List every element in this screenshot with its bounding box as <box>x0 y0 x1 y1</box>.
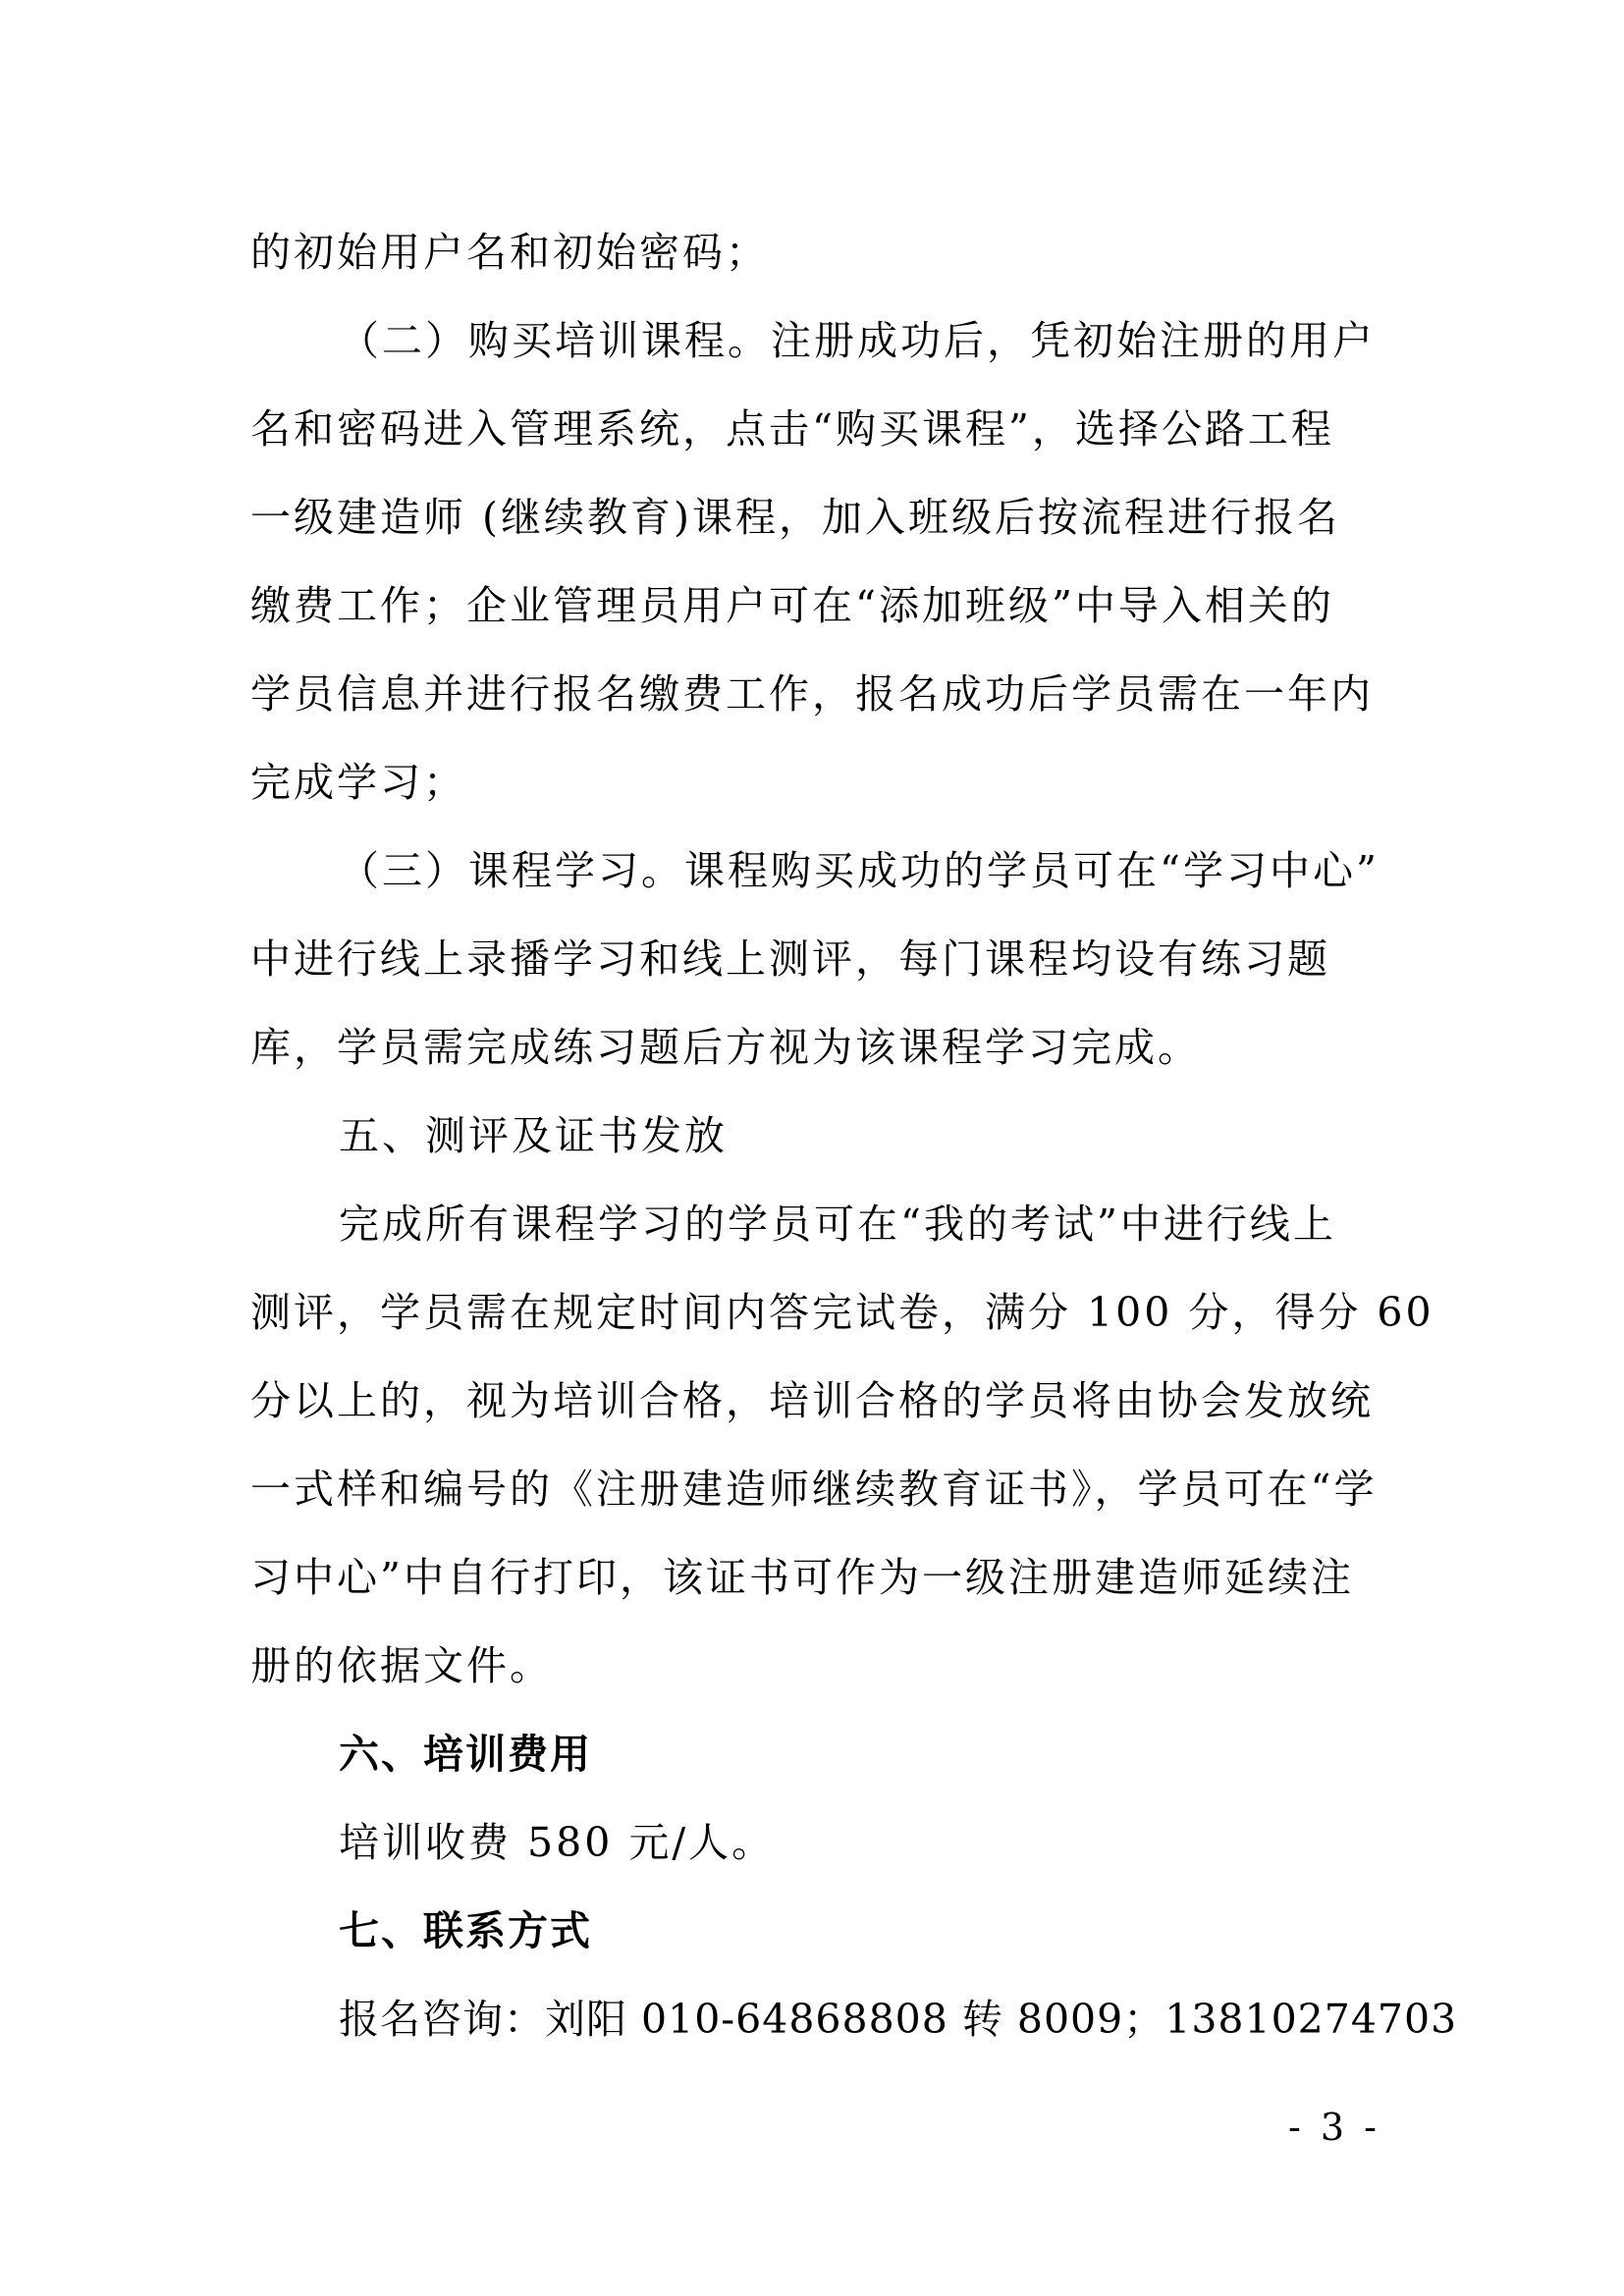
text-line-15: 一式样和编号的《注册建造师继续教育证书》，学员可在“学 <box>250 1466 1378 1513</box>
text-line-4: 一级建造师 (继续教育)课程，加入班级后按流程进行报名 <box>250 494 1341 541</box>
text-line-1: 的初始用户名和初始密码； <box>250 229 769 276</box>
text-line-8: （三）课程学习。课程购买成功的学员可在“学习中心” <box>339 847 1380 894</box>
section-heading-6: 六、培训费用 <box>339 1731 592 1778</box>
text-line-9: 中进行线上录播学习和线上测评，每门课程均设有练习题 <box>250 935 1330 983</box>
text-line-6: 学员信息并进行报名缴费工作，报名成功后学员需在一年内 <box>250 670 1374 718</box>
text-line-3: 名和密码进入管理系统，点击“购买课程”，选择公路工程 <box>250 405 1334 453</box>
page-number: - 3 - <box>1288 2106 1381 2149</box>
text-line-12: 完成所有课程学习的学员可在“我的考试”中进行线上 <box>339 1201 1336 1248</box>
text-line-14: 分以上的，视为培训合格，培训合格的学员将由协会发放统 <box>250 1377 1374 1424</box>
section-heading-7: 七、联系方式 <box>339 1907 592 1954</box>
text-line-13: 测评，学员需在规定时间内答完试卷，满分 100 分，得分 60 <box>250 1289 1435 1336</box>
text-line-7: 完成学习； <box>250 759 466 806</box>
text-line-10: 库，学员需完成练习题后方视为该课程学习完成。 <box>250 1024 1201 1071</box>
text-line-16: 习中心”中自行打印，该证书可作为一级注册建造师延续注 <box>250 1554 1354 1601</box>
contact-line: 报名咨询：刘阳 010-64868808 转 8009；13810274703 <box>339 1996 1458 2043</box>
text-line-19: 培训收费 580 元/人。 <box>339 1819 776 1866</box>
text-line-17: 册的依据文件。 <box>250 1642 553 1689</box>
text-line-5: 缴费工作；企业管理员用户可在“添加班级”中导入相关的 <box>250 582 1334 629</box>
text-line-2: （二）购买培训课程。注册成功后，凭初始注册的用户 <box>339 317 1376 364</box>
section-heading-5: 五、测评及证书发放 <box>339 1112 728 1159</box>
